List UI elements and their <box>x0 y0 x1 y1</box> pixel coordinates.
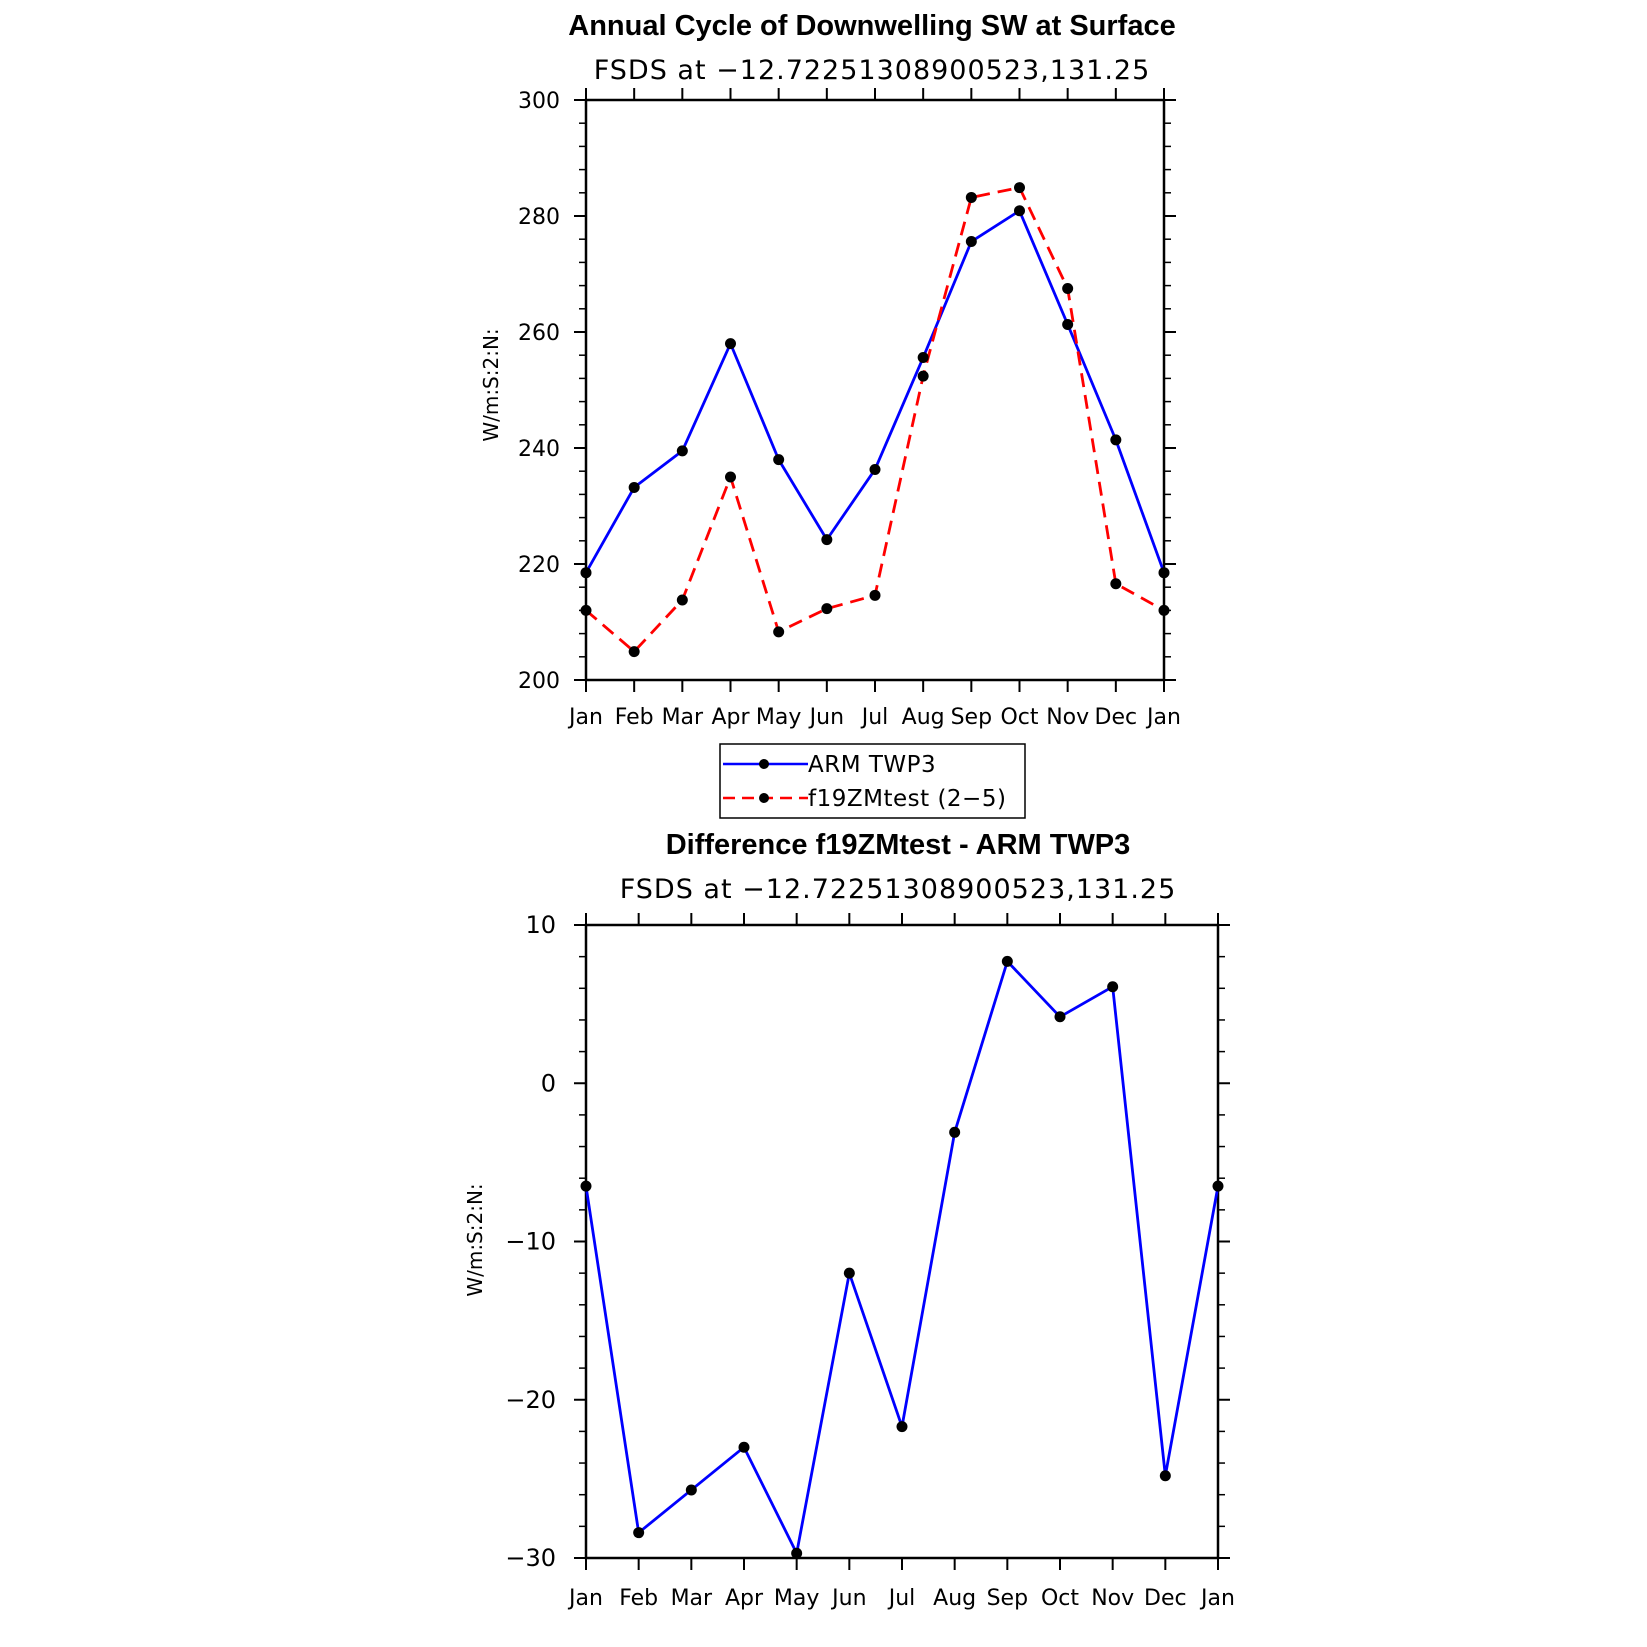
legend-marker-series-a <box>759 759 769 769</box>
data-point-series-1 <box>773 454 784 465</box>
data-point-series-1 <box>791 1548 802 1559</box>
chart-panel-difference <box>463 829 1235 1611</box>
data-point-series-2 <box>581 605 592 616</box>
data-point-series-2 <box>918 371 929 382</box>
x-tick-label: Aug <box>933 1586 977 1611</box>
legend <box>720 744 1025 818</box>
data-point-series-1 <box>1002 956 1013 967</box>
chart-subtitle: FSDS at −12.72251308900523,131.25 <box>593 55 1151 86</box>
y-tick-label: 10 <box>525 911 556 939</box>
y-tick-label: −20 <box>505 1385 556 1414</box>
data-point-series-2 <box>821 603 832 614</box>
x-tick-label: May <box>773 1586 820 1611</box>
y-tick-label: −10 <box>505 1227 556 1256</box>
y-tick-label: 220 <box>518 553 560 578</box>
x-tick-label: Jun <box>809 705 845 730</box>
legend-label-series-b: f19ZMtest (2−5) <box>808 786 1007 812</box>
chart-subtitle: FSDS at −12.72251308900523,131.25 <box>619 874 1177 905</box>
x-tick-label: Jan <box>569 1586 603 1611</box>
data-point-series-2 <box>1014 182 1025 193</box>
data-point-series-2 <box>629 646 640 657</box>
x-tick-label: Jan <box>1147 705 1181 730</box>
data-point-series-1 <box>966 236 977 247</box>
chart-title: Difference f19ZMtest - ARM TWP3 <box>665 829 1131 861</box>
x-tick-label: Mar <box>670 1586 713 1611</box>
y-axis-label: W/m:S:2:N: <box>463 1183 487 1297</box>
data-point-series-1 <box>1110 434 1121 445</box>
series-line-1 <box>586 961 1218 1553</box>
x-tick-label: Jul <box>861 705 889 730</box>
data-point-series-2 <box>1159 605 1170 616</box>
data-point-series-2 <box>677 594 688 605</box>
x-tick-label: Dec <box>1144 1586 1187 1611</box>
series-line-1 <box>586 211 1164 573</box>
data-point-series-2 <box>1110 578 1121 589</box>
data-point-series-1 <box>1014 205 1025 216</box>
data-point-series-1 <box>918 352 929 363</box>
y-tick-label: −30 <box>505 1544 556 1572</box>
x-tick-label: Nov <box>1046 705 1090 730</box>
data-point-series-1 <box>1055 1011 1066 1022</box>
x-tick-label: Jul <box>888 1586 916 1611</box>
x-tick-label: Apr <box>711 705 750 730</box>
data-point-series-1 <box>821 534 832 545</box>
data-point-series-1 <box>1213 1181 1224 1192</box>
x-tick-label: May <box>755 705 802 730</box>
x-tick-label: Apr <box>724 1586 764 1611</box>
data-point-series-1 <box>629 482 640 493</box>
data-point-series-1 <box>686 1484 697 1495</box>
chart-title: Annual Cycle of Downwelling SW at Surface <box>568 10 1176 42</box>
x-tick-label: Mar <box>661 705 704 730</box>
data-point-series-1 <box>725 338 736 349</box>
x-tick-label: Oct <box>1000 705 1039 730</box>
data-point-series-1 <box>897 1421 908 1432</box>
legend-marker-series-b <box>759 793 769 803</box>
data-point-series-1 <box>581 567 592 578</box>
data-point-series-1 <box>1062 319 1073 330</box>
x-tick-label: Feb <box>614 705 654 730</box>
data-point-series-1 <box>633 1527 644 1538</box>
x-tick-label: Dec <box>1094 705 1138 730</box>
x-tick-label: Jan <box>569 705 603 730</box>
data-point-series-1 <box>870 464 881 475</box>
data-point-series-2 <box>725 472 736 483</box>
data-point-series-2 <box>773 626 784 637</box>
data-point-series-1 <box>739 1442 750 1453</box>
data-point-series-2 <box>1062 283 1073 294</box>
x-tick-label: Jan <box>1201 1586 1235 1611</box>
data-point-series-1 <box>949 1127 960 1138</box>
y-tick-label: 240 <box>518 437 560 462</box>
data-point-series-1 <box>844 1268 855 1279</box>
data-point-series-2 <box>870 590 881 601</box>
data-point-series-2 <box>966 192 977 203</box>
chart-panel-annual-cycle <box>479 10 1181 730</box>
series-line-2 <box>586 188 1164 652</box>
y-tick-label: 0 <box>540 1069 556 1098</box>
x-tick-label: Oct <box>1040 1586 1080 1611</box>
x-tick-label: Nov <box>1091 1586 1135 1611</box>
y-tick-label: 260 <box>518 321 560 346</box>
plot-frame <box>586 925 1218 1558</box>
y-axis-label: W/m:S:2:N: <box>479 328 503 442</box>
data-point-series-1 <box>1159 567 1170 578</box>
data-point-series-1 <box>1160 1470 1171 1481</box>
data-point-series-1 <box>581 1181 592 1192</box>
y-tick-label: 300 <box>518 89 560 114</box>
y-tick-label: 200 <box>518 669 560 694</box>
x-tick-label: Feb <box>619 1586 659 1611</box>
x-tick-label: Aug <box>901 705 945 730</box>
data-point-series-1 <box>677 445 688 456</box>
x-tick-label: Sep <box>986 1586 1029 1611</box>
x-tick-label: Jun <box>832 1586 867 1611</box>
y-tick-label: 280 <box>518 205 560 230</box>
x-tick-label: Sep <box>950 705 993 730</box>
data-point-series-1 <box>1107 981 1118 992</box>
legend-label-series-a: ARM TWP3 <box>808 752 937 778</box>
